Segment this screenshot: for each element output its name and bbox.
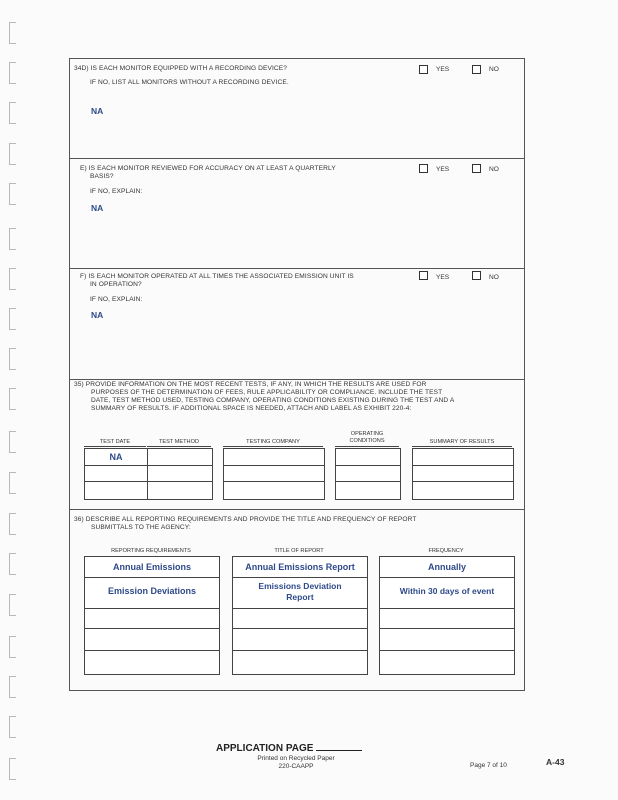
application-page-label: APPLICATION PAGE [216,743,314,754]
row-divider [85,465,147,466]
application-page-blank [316,741,362,751]
question-35-line1: 35) PROVIDE INFORMATION ON THE MOST RECENT TESTS, IF ANY, IN WHICH THE RESULTS ARE USED FOR [74,381,427,388]
binder-hole [9,594,16,616]
no-label: NO [489,274,499,281]
form-code: 220-CAAPP [278,763,314,770]
row-divider [380,577,514,578]
reporting-requirements-column[interactable] [84,556,220,675]
question-35-line4: SUMMARY OF RESULTS. IF ADDITIONAL SPACE IS NEEDED, ATTACH AND LABEL AS EXHIBIT 220-4: [91,405,412,412]
row-divider [233,577,367,578]
no-checkbox-34f[interactable] [472,271,481,280]
header-summary-of-results: SUMMARY OF RESULTS [429,439,495,445]
binder-hole [9,62,16,84]
no-checkbox-34e[interactable] [472,164,481,173]
frequency-cell: Annually [427,562,466,572]
question-34e-line2: BASIS? [90,173,114,180]
binder-hole [9,758,16,780]
title-cell-line1: Emissions Deviation [258,581,342,591]
binder-hole [9,22,16,44]
binder-hole [9,472,16,494]
header-frequency: FREQUENCY [428,548,464,554]
section-34e [70,158,524,269]
question-36-line1: 36) DESCRIBE ALL REPORTING REQUIREMENTS AND PROVIDE THE TITLE AND FREQUENCY OF REPORT [74,516,417,523]
question-34d-sub: IF NO, LIST ALL MONITORS WITHOUT A RECORDING DEVICE. [90,79,289,86]
question-34e-line1: E) IS EACH MONITOR REVIEWED FOR ACCURACY ON AT LEAST A QUARTERLY [80,165,336,172]
yes-label: YES [436,166,450,173]
binder-hole [9,268,16,290]
answer-34e: NA [91,203,104,213]
binder-hole [9,102,16,124]
title-cell: Annual Emissions Report [245,562,355,572]
yes-checkbox-34e[interactable] [419,164,428,173]
header-underline [335,446,399,447]
row-divider [224,481,324,482]
row-divider [336,465,400,466]
question-34f-line1: F) IS EACH MONITOR OPERATED AT ALL TIMES THE ASSOCIATED EMISSION UNIT IS [80,273,354,280]
section-36 [70,509,524,690]
row-divider [380,628,514,629]
question-34e-sub: IF NO, EXPLAIN: [90,188,143,195]
title-cell-line2: Report [286,592,314,602]
binder-hole [9,513,16,535]
header-underline [147,446,211,447]
yes-checkbox-34d[interactable] [419,65,428,74]
header-reporting-requirements: REPORTING REQUIREMENTS [111,548,191,554]
question-34f-sub: IF NO, EXPLAIN: [90,296,143,303]
title-of-report-column[interactable] [232,556,368,675]
row-divider [233,650,367,651]
frequency-column[interactable] [379,556,515,675]
binder-hole [9,676,16,698]
test-date-value: NA [109,452,123,462]
binder-hole [9,183,16,205]
header-underline [84,446,146,447]
header-test-method: TEST METHOD [159,439,199,445]
binder-hole [9,431,16,453]
page-code: A-43 [546,757,565,767]
row-divider [380,608,514,609]
requirement-cell: Annual Emissions [112,562,192,572]
binder-hole [9,308,16,330]
row-divider [148,481,212,482]
answer-34f: NA [91,310,104,320]
row-divider [413,481,513,482]
section-35 [70,379,524,510]
binder-hole [9,636,16,658]
row-divider [85,650,219,651]
question-36-line2: SUBMITTALS TO THE AGENCY: [91,524,191,531]
binder-hole [9,348,16,370]
testing-company-column[interactable] [223,448,325,500]
header-operating-line2: CONDITIONS [349,438,385,444]
row-divider [85,628,219,629]
row-divider [85,608,219,609]
header-operating-line1: OPERATING [350,431,384,437]
question-35-line3: DATE, TEST METHOD USED, TESTING COMPANY, OPERATING CONDITIONS EXISTING DURING THE TEST AND A [91,397,455,404]
summary-of-results-column[interactable] [412,448,514,500]
no-label: NO [489,166,499,173]
row-divider [336,481,400,482]
row-divider [224,465,324,466]
binder-hole [9,143,16,165]
yes-label: YES [436,274,450,281]
header-underline [223,446,323,447]
no-label: NO [489,66,499,73]
row-divider [233,608,367,609]
no-checkbox-34d[interactable] [472,65,481,74]
row-divider [85,577,219,578]
header-title-of-report: TITLE OF REPORT [274,548,324,554]
question-35-line2: PURPOSES OF THE DETERMINATION OF FEES, RULE APPLICABILITY OR COMPLIANCE. INCLUDE THE TEST [91,389,443,396]
printed-on-recycled-paper: Printed on Recycled Paper [257,755,335,762]
question-34f-line2: IN OPERATION? [90,281,142,288]
test-method-column[interactable] [147,448,213,500]
requirement-cell: Emission Deviations [107,586,197,596]
section-34d [70,59,524,159]
answer-34d: NA [91,106,104,116]
section-34f [70,268,524,380]
header-test-date: TEST DATE [99,439,131,445]
binder-hole [9,553,16,575]
test-date-column[interactable] [84,448,148,500]
yes-checkbox-34f[interactable] [419,271,428,280]
row-divider [380,650,514,651]
row-divider [148,465,212,466]
application-page-title [216,741,362,754]
row-divider [85,481,147,482]
header-testing-company: TESTING COMPANY [246,439,300,445]
operating-conditions-column[interactable] [335,448,401,500]
frequency-cell: Within 30 days of event [399,586,495,596]
binder-hole [9,388,16,410]
page-number: Page 7 of 10 [470,762,507,769]
row-divider [233,628,367,629]
yes-label: YES [436,66,450,73]
binder-hole [9,228,16,250]
application-form [69,58,525,691]
binder-hole [9,716,16,738]
question-34d: 34D) IS EACH MONITOR EQUIPPED WITH A RECORDING DEVICE? [74,65,288,72]
header-underline [412,446,512,447]
row-divider [413,465,513,466]
